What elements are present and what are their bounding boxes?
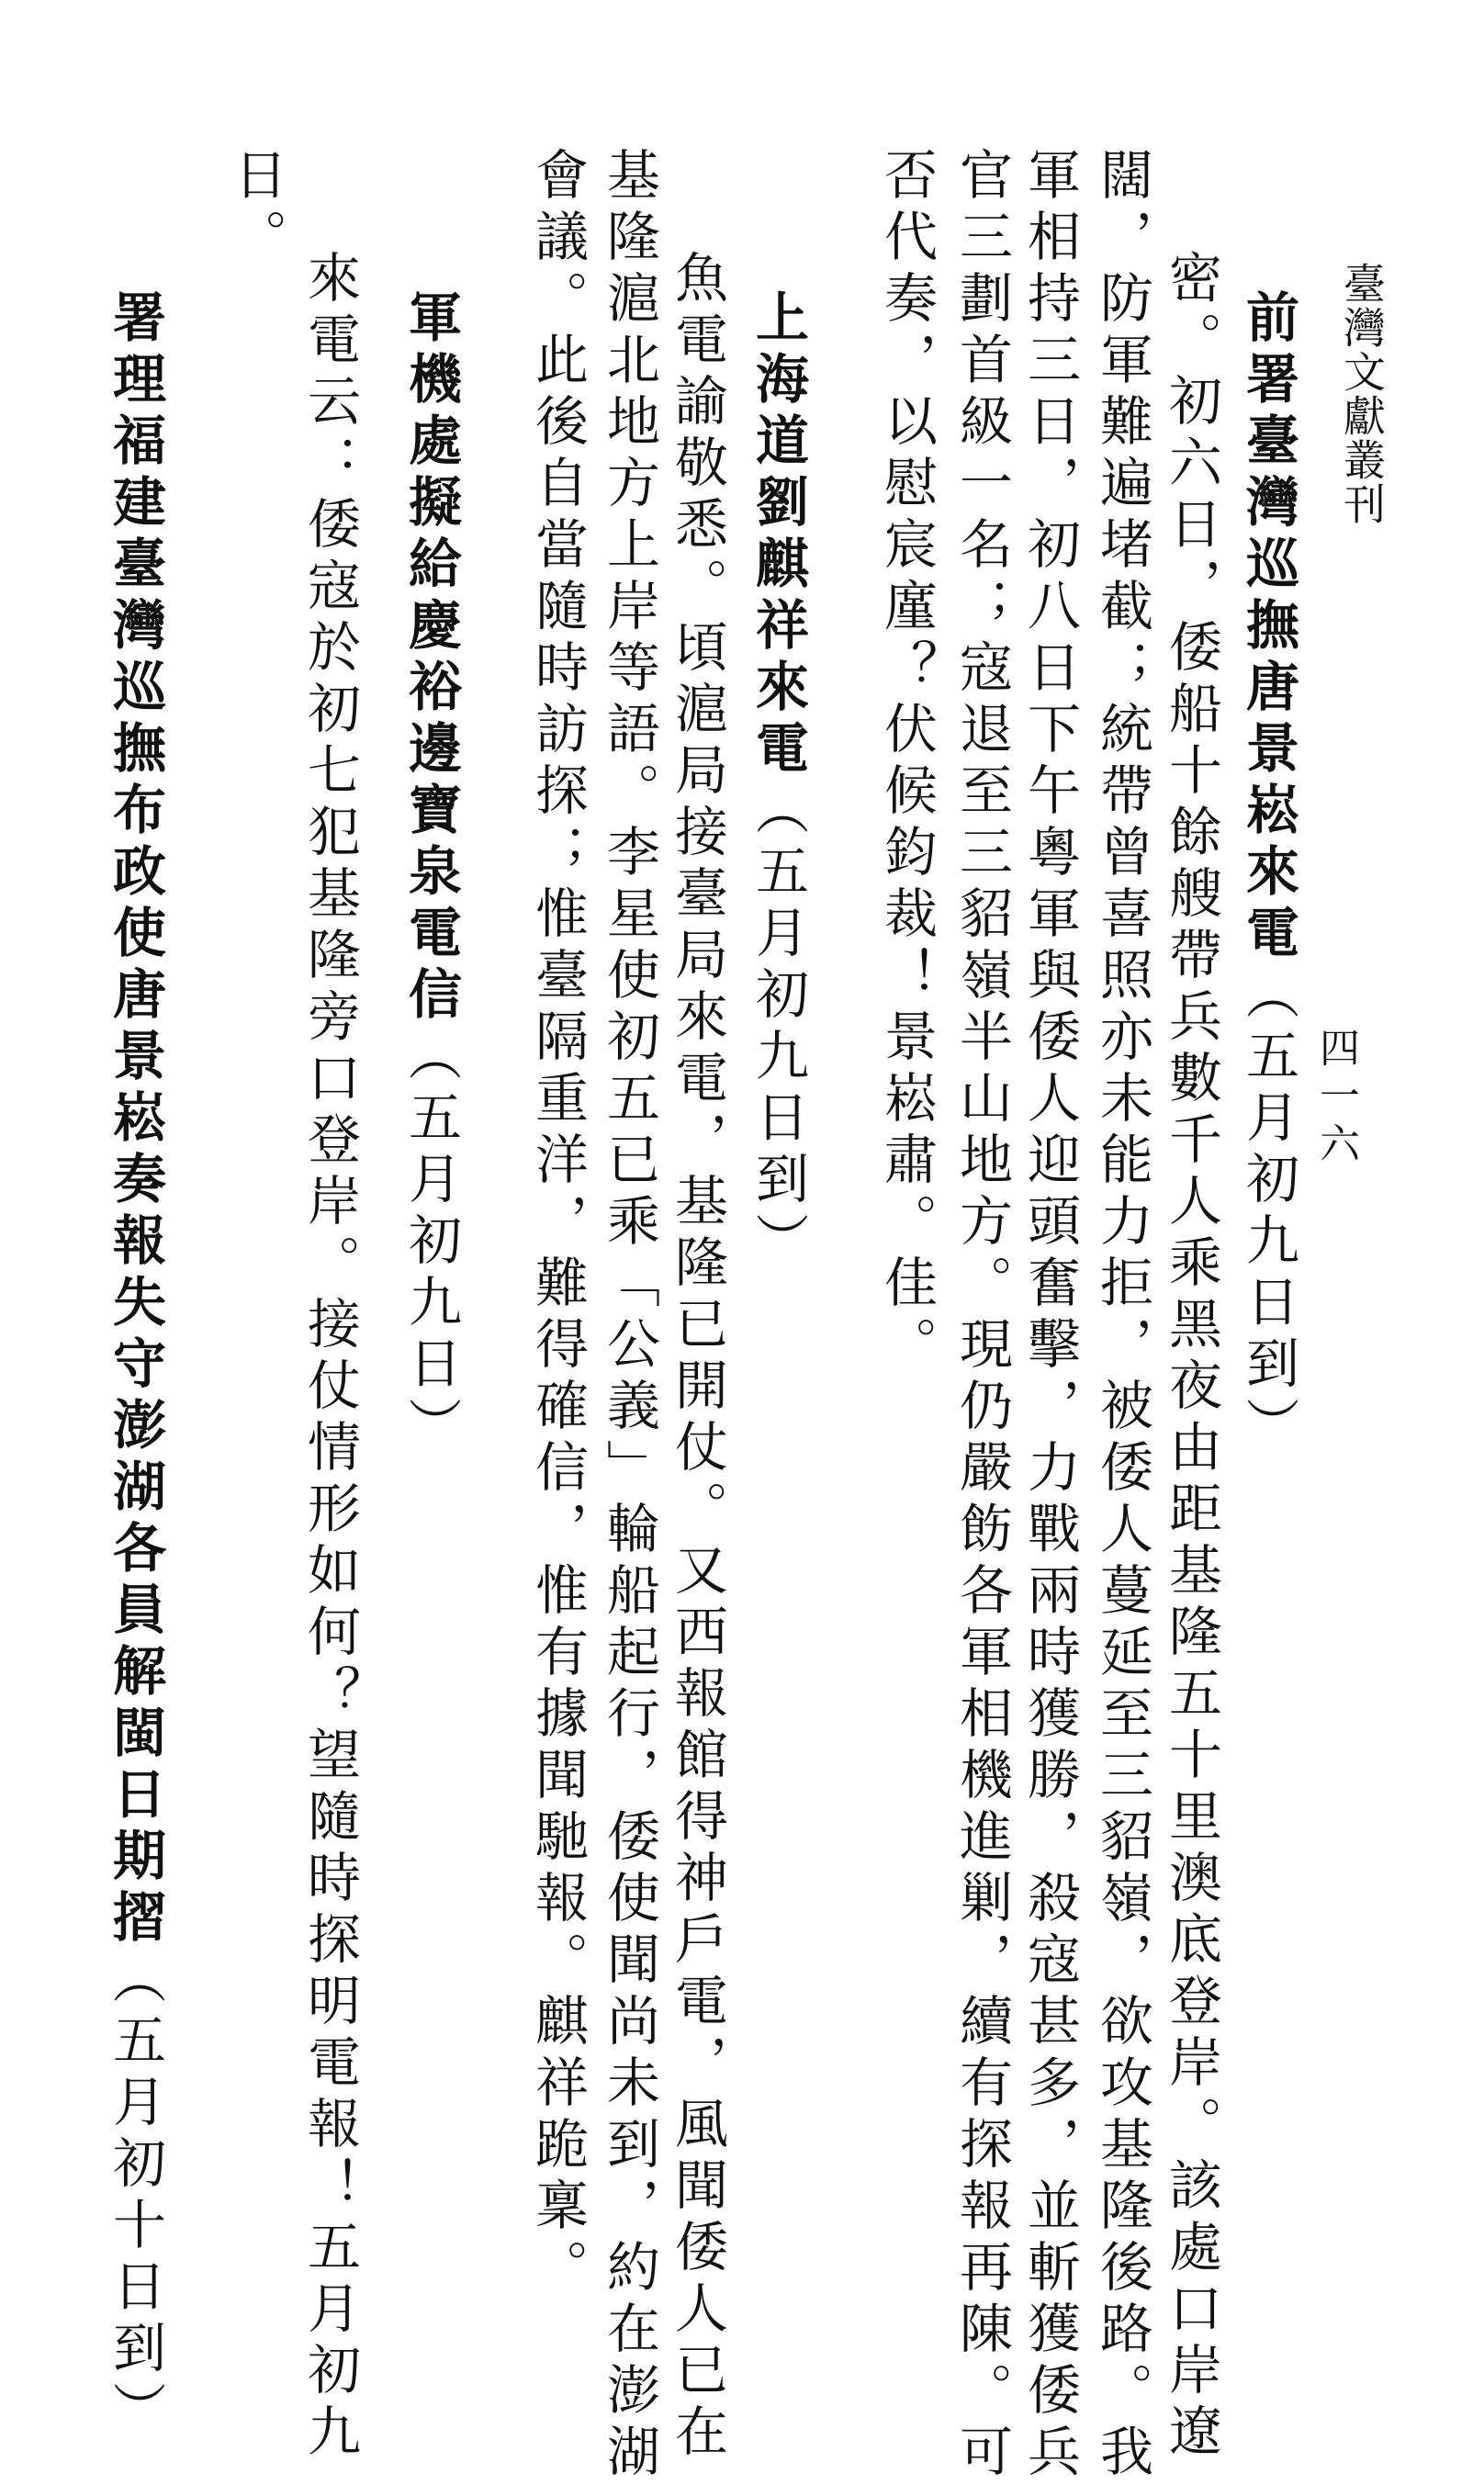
body-line: 來電云：倭寇於初七犯基隆旁口登岸。接仗情形如何？望隨時探明電報！五月初九 xyxy=(298,250,361,2465)
section-heading xyxy=(399,289,462,1458)
body-line: 日。 xyxy=(225,147,287,270)
body-line: 魚電諭敬悉。頃滬局接臺局來電，基隆已開仗。又西報館得神戶電，風聞倭人已在 xyxy=(666,250,728,2465)
body-line: 軍相持三日，初八日下午粵軍與倭人迎頭奮擊，力戰兩時獲勝，殺寇甚多，並斬獲倭兵 xyxy=(1018,147,1081,2485)
body-line: 闊，防軍難遍堵截；統帶曾喜照亦未能力拒，被倭人蔓延至三貂嶺，欲攻基隆後路。我 xyxy=(1091,147,1153,2485)
page-number: 四一六 xyxy=(1312,1027,1359,1170)
section-heading xyxy=(1237,289,1299,1458)
section-title: 前署臺灣巡撫唐景崧來電 xyxy=(1237,289,1299,966)
body-line: 基隆滬北地方上岸等語。李星使初五已乘「公義」輪船起行，倭使聞尚未到，約在澎湖 xyxy=(598,147,660,2485)
book-title: 臺灣文獻叢刊 xyxy=(1337,262,1387,526)
section-date: （五月初九日） xyxy=(399,1028,462,1458)
body-line: 官三劃首級一名；寇退至三貂嶺半山地方。現仍嚴飭各軍相機進剿，續有探報再陳。可 xyxy=(950,147,1013,2485)
body-line: 密。初六日，倭船十餘艘帶兵數千人乘黑夜由距基隆五十里澳底登岸。該處口岸遼 xyxy=(1160,250,1222,2465)
section-date: （五月初十日到） xyxy=(104,1951,166,2443)
section-heading xyxy=(104,289,166,2443)
section-heading xyxy=(747,289,809,1274)
section-title: 署理福建臺灣巡撫布政使唐景崧奏報失守澎湖各員解閩日期摺 xyxy=(104,289,166,1951)
section-date: （五月初九日到） xyxy=(1237,966,1299,1458)
body-line: 會議。此後自當隨時訪探；惟臺隔重洋，難得確信，惟有據聞馳報。麒祥跪稟。 xyxy=(526,147,589,2300)
section-title: 軍機處擬給慶裕邊寶泉電信 xyxy=(399,289,462,1028)
body-line: 否代奏，以慰宸廑？伏候鈞裁！景崧肅。佳。 xyxy=(875,147,938,1377)
section-date: （五月初九日到） xyxy=(747,781,809,1274)
section-title: 上海道劉麒祥來電 xyxy=(747,289,809,781)
